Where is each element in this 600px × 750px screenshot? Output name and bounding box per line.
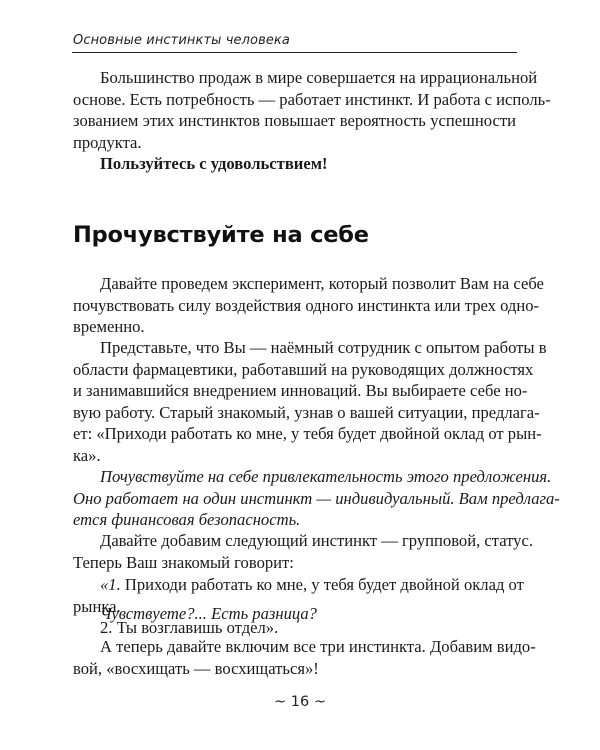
bold-text: Пользуйтесь с удовольствием!	[100, 154, 328, 173]
text-line: Теперь Ваш знакомый говорит:	[73, 552, 294, 572]
quote-line	[73, 574, 524, 596]
text-line: ка».	[73, 445, 101, 465]
text-line: почувствовать силу воздействия одного инстинкта или трех одно-	[73, 295, 540, 315]
text-line: Представьте, что Вы — наёмный сотрудник с опытом работы в	[100, 338, 547, 357]
text-line: Давайте проведем эксперимент, который позволит Вам на себе	[100, 274, 544, 293]
text-line: ется финансовая безопасность.	[73, 510, 301, 530]
text-line: ет: «Приходи работать ко мне, у тебя будет двойной оклад от рын-	[73, 424, 542, 444]
running-title: Основные инстинкты человека	[73, 33, 290, 48]
quote-line: 2. Ты возглавишь отдел».	[100, 618, 279, 638]
text-line: области фармацевтики, работавший на руководящих должностях	[73, 359, 534, 379]
paragraph-final	[73, 636, 536, 679]
text-line: Большинство продаж в мире совершается на иррациональной	[100, 68, 538, 87]
text-line: продукта.	[73, 132, 142, 152]
paragraph-italic	[73, 466, 560, 531]
text-line: А теперь давайте включим все три инстинкта. Добавим видо-	[100, 637, 536, 656]
question-text: Чувствуете?... Есть разница?	[100, 604, 317, 623]
text-line: зованием этих инстинктов повышает вероятность успешности	[73, 111, 516, 131]
text-line: и занимавшийся внедрением инноваций. Вы выбираете себе но-	[73, 381, 528, 401]
text-line: основе. Есть потребность — работает инстинкт. И работа с исполь-	[73, 89, 551, 109]
quote-prefix: «1.	[100, 575, 121, 594]
section-heading: Прочувствуйте на себе	[73, 222, 369, 248]
paragraph-experiment	[73, 273, 544, 338]
text-line: Оно работает на один инстинкт — индивидуальный. Вам предлага-	[73, 488, 560, 508]
text-line: Почувствуйте на себе привлекательность этого предложения.	[100, 467, 552, 486]
text-line: временно.	[73, 317, 145, 337]
page-number: ~ 16 ~	[274, 694, 326, 710]
text-line: вой, «восхищать — восхищаться»!	[73, 658, 319, 678]
paragraph-add-instinct	[73, 530, 533, 573]
text-line: вую работу. Старый знакомый, узнав о вашей ситуации, предлага-	[73, 402, 540, 422]
intro-bold-line	[73, 153, 516, 175]
question-italic	[73, 603, 516, 625]
paragraph-imagine	[73, 337, 547, 467]
quote-line: рынка.	[73, 596, 121, 616]
header-rule	[72, 52, 517, 53]
intro-paragraph	[73, 67, 551, 153]
quote-text: Приходи работать ко мне, у тебя будет двойной оклад от	[120, 575, 524, 594]
text-line: Давайте добавим следующий инстинкт — групповой, статус.	[100, 531, 533, 550]
